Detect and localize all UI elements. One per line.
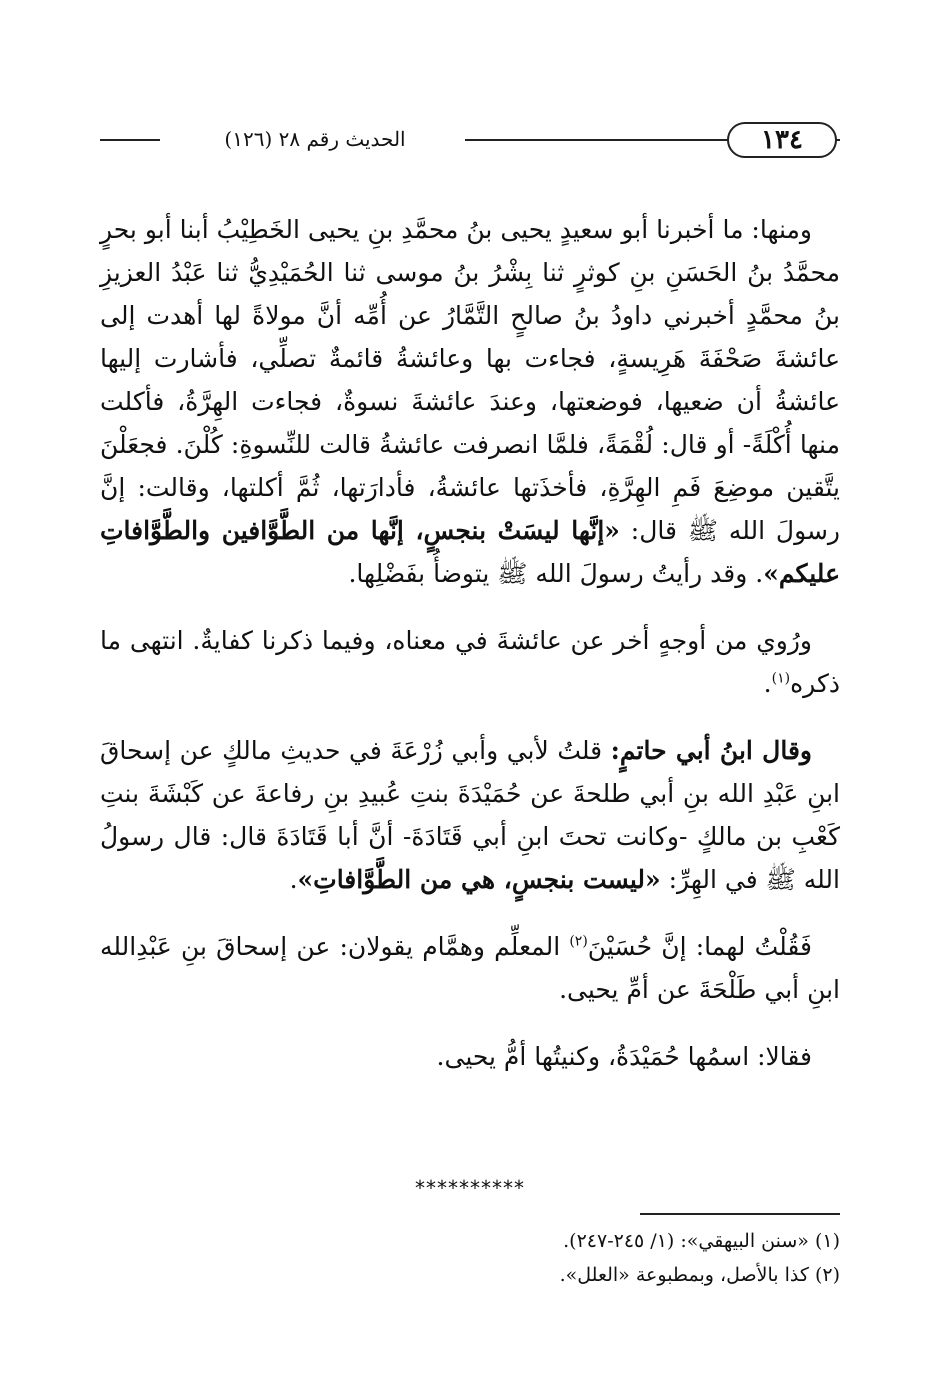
paragraph-3 xyxy=(100,729,840,901)
paragraph-3-lead: وقال ابنُ أبي حاتمٍ: xyxy=(610,736,812,765)
main-text xyxy=(100,208,840,1102)
paragraph-2-end: . xyxy=(763,669,772,698)
paragraph-1-end: . وقد رأيتُ رسولَ الله ﷺ يتوضأُ بفَضْلِها. xyxy=(348,559,764,588)
footnote-1: (١) «سنن البيهقي»: (١/ ٢٤٥-٢٤٧). xyxy=(563,1230,840,1252)
paragraph-2 xyxy=(100,619,840,705)
paragraph-3-quote: «ليست بنجسٍ، هي من الطَّوَّافاتِ» xyxy=(297,865,661,894)
paragraph-3-end: . xyxy=(289,865,298,894)
paragraph-1-text: ومنها: ما أخبرنا أبو سعيدٍ يحيى بنُ محمَّدِ بنِ يحيى الخَطِيْبُ أبنا أبو بحرٍ محمَّدُ بنُ الحَسَنِ بنِ كوثرٍ ثنا بِشْرُ بنُ موسى ثنا الحُمَيْدِيُّ ثنا عَبْدُ العزيزِ بنُ محمَّدٍ أخبرني داودُ بنُ صالحٍ التَّمَّارُ عن أُمِّه أنَّ مولاةً لها أهدت إلى عائشةَ صَحْفَةَ هَرِيسةٍ، فجاءت بها وعائشةُ قائمةٌ تصلِّي، فأشارت إليها عائشةُ أن ضعيها، فوضعتها، وعندَ عائشةَ نسوةٌ، فجاءت الهِرَّةُ، فأكلت منها أُكْلَةً- أو قال: لُقْمَةً، فلمَّا انصرفت عائشةُ قالت للنِّسوةِ: كُلْنَ. فجعَلْنَ يتَّقين موضِعَ فَمِ الهِرَّةِ، فأخذَتها عائشةُ، فأدارَتها، ثُمَّ أكلتها، وقالت: إنَّ رسولَ الله ﷺ قال: xyxy=(100,215,841,545)
paragraph-5-text: فقالا: اسمُها حُمَيْدَةُ، وكنيتُها أمُّ يحيى. xyxy=(436,1042,812,1071)
paragraph-5 xyxy=(100,1035,840,1078)
paragraph-2-text: ورُوي من أوجهٍ أخر عن عائشةَ في معناه، وفيما ذكرنا كفايةٌ. انتهى ما ذكره xyxy=(100,626,840,698)
paragraph-3-text: قلتُ لأبي وأبي زُرْعَةَ في حديثِ مالكٍ عن إسحاقَ ابنِ عَبْدِ الله بنِ أبي طلحةَ عن حُمَيْدَةَ بنتِ عُبيدِ بنِ رفاعةَ عن كَبْشَةَ بنتِ كَعْبِ بن مالكٍ -وكانت تحتَ ابنِ أبي قَتَادَةَ- أنَّ أبا قَتَادَةَ قال: قال رسولُ الله ﷺ في الهِرِّ: xyxy=(100,736,840,894)
paragraph-1 xyxy=(100,208,840,595)
page-number-badge xyxy=(727,122,837,158)
page-header xyxy=(100,118,840,162)
paragraph-4 xyxy=(100,925,840,1011)
hadith-reference: الحديث رقم ٢٨ (١٢٦) xyxy=(224,127,406,151)
paragraph-4-end: المعلِّم وهمَّام يقولان: عن إسحاقَ بنِ عَبْدِالله ابنِ أبي طَلْحَةَ عن أمِّ يحيى. xyxy=(100,932,840,1004)
header-rule-left xyxy=(100,139,160,141)
footnote-2: (٢) كذا بالأصل، وبمطبوعة «العلل». xyxy=(559,1264,840,1286)
footnotes xyxy=(100,1224,840,1292)
page-number: ١٣٤ xyxy=(761,125,803,155)
footnote-rule xyxy=(640,1213,840,1215)
section-separator: ********** xyxy=(415,1176,525,1200)
header-rule-middle xyxy=(465,139,727,141)
footnote-ref-1: (١) xyxy=(771,670,791,687)
paragraph-1-quote: «إنَّها ليسَتْ بنجسٍ، إنَّها من الطَّوَّافين والطَّوَّافاتِ عليكم» xyxy=(100,516,840,588)
paragraph-4-text: فَقُلْتُ لهما: إنَّ حُسَيْنَ xyxy=(587,932,812,961)
footnote-ref-2: (٢) xyxy=(569,933,588,950)
